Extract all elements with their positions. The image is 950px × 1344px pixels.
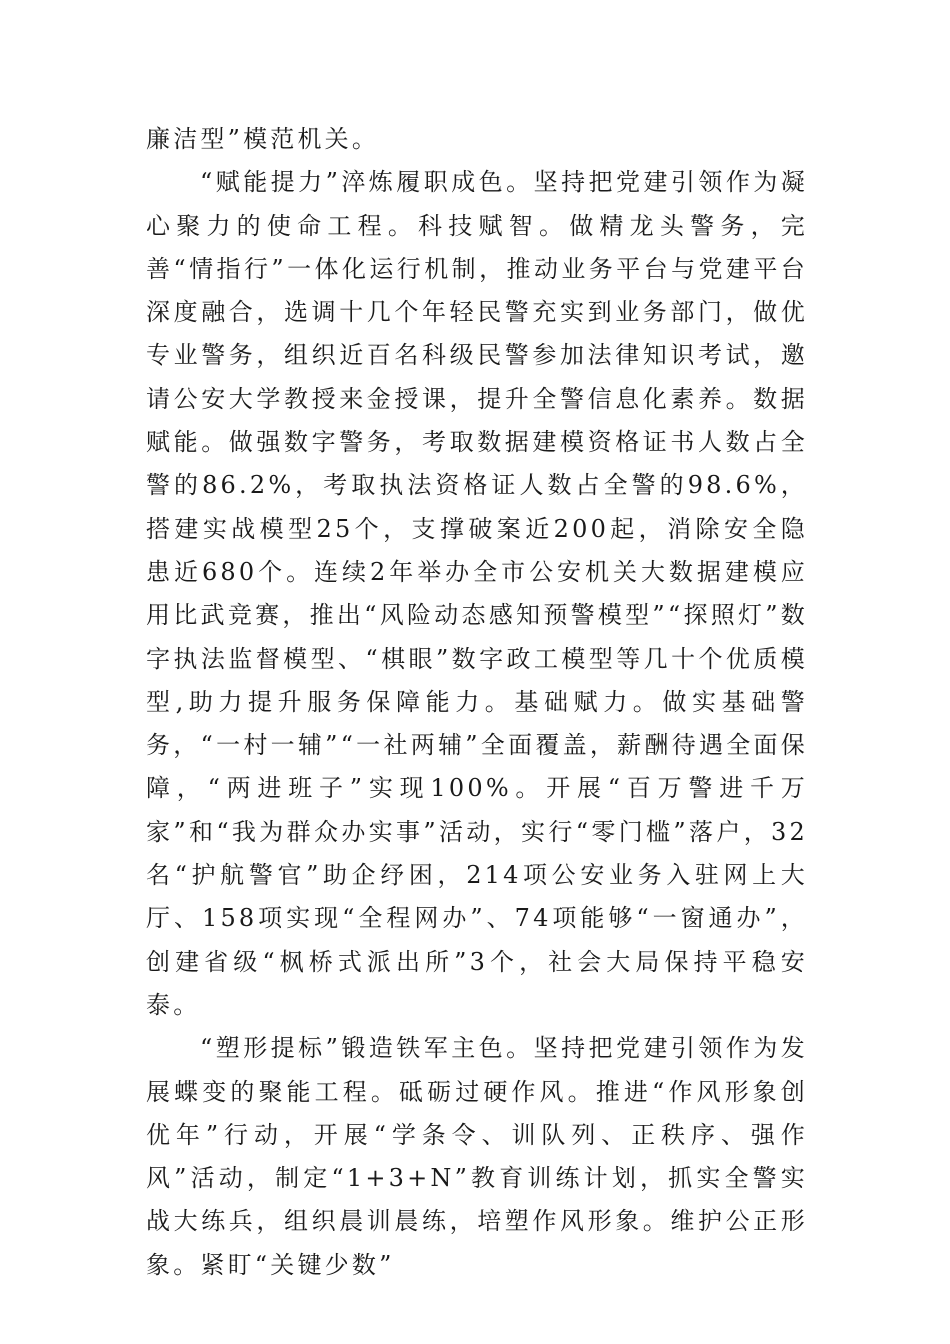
paragraph-continuation: 廉洁型”模范机关。 <box>146 125 380 153</box>
document-body <box>146 118 808 1287</box>
paragraph-empowerment: “赋能提力”淬炼履职成色。坚持把党建引领作为凝心聚力的使命工程。科技赋智。做精龙头警务，完善“情指行”一体化运行机制，推动业务平台与党建平台深度融合，选调十几个年轻民警充实到业务部门，做优专业警务，组织近百名科级民警参加法律知识考试，邀请公安大学教授来金授课，提升全警信息化素养。数据赋能。做强数字警务，考取数据建模资格证书人数占全警的86.2%，考取执法资格证人数占全警的98.6%，搭建实战模型25个，支撑破案近200起，消除安全隐患近680个。连续2年举办全市公安机关大数据建模应用比武竞赛，推出“风险动态感知预警模型”“探照灯”数字执法监督模型、“棋眼”数字政工模型等几十个优质模型,助力提升服务保障能力。基础赋力。做实基础警务，“一村一辅”“一社两辅”全面覆盖，薪酬待遇全面保障，“两进班子”实现100%。开展“百万警进千万家”和“我为群众办实事”活动，实行“零门槛”落户，32名“护航警官”助企纾困，214项公安业务入驻网上大厅、158项实现“全程网办”、74项能够“一窗通办”，创建省级“枫桥式派出所”3个，社会大局保持平稳安泰。 <box>146 168 808 1019</box>
paragraph-shaping: “塑形提标”锻造铁军主色。坚持把党建引领作为发展蝶变的聚能工程。砥砺过硬作风。推进“作风形象创优年”行动，开展“学条令、训队列、正秩序、强作风”活动，制定“1+3+N”教育训练计划，抓实全警实战大练兵，组织晨训晨练，培塑作风形象。维护公正形象。紧盯“关键少数” <box>146 1034 808 1279</box>
